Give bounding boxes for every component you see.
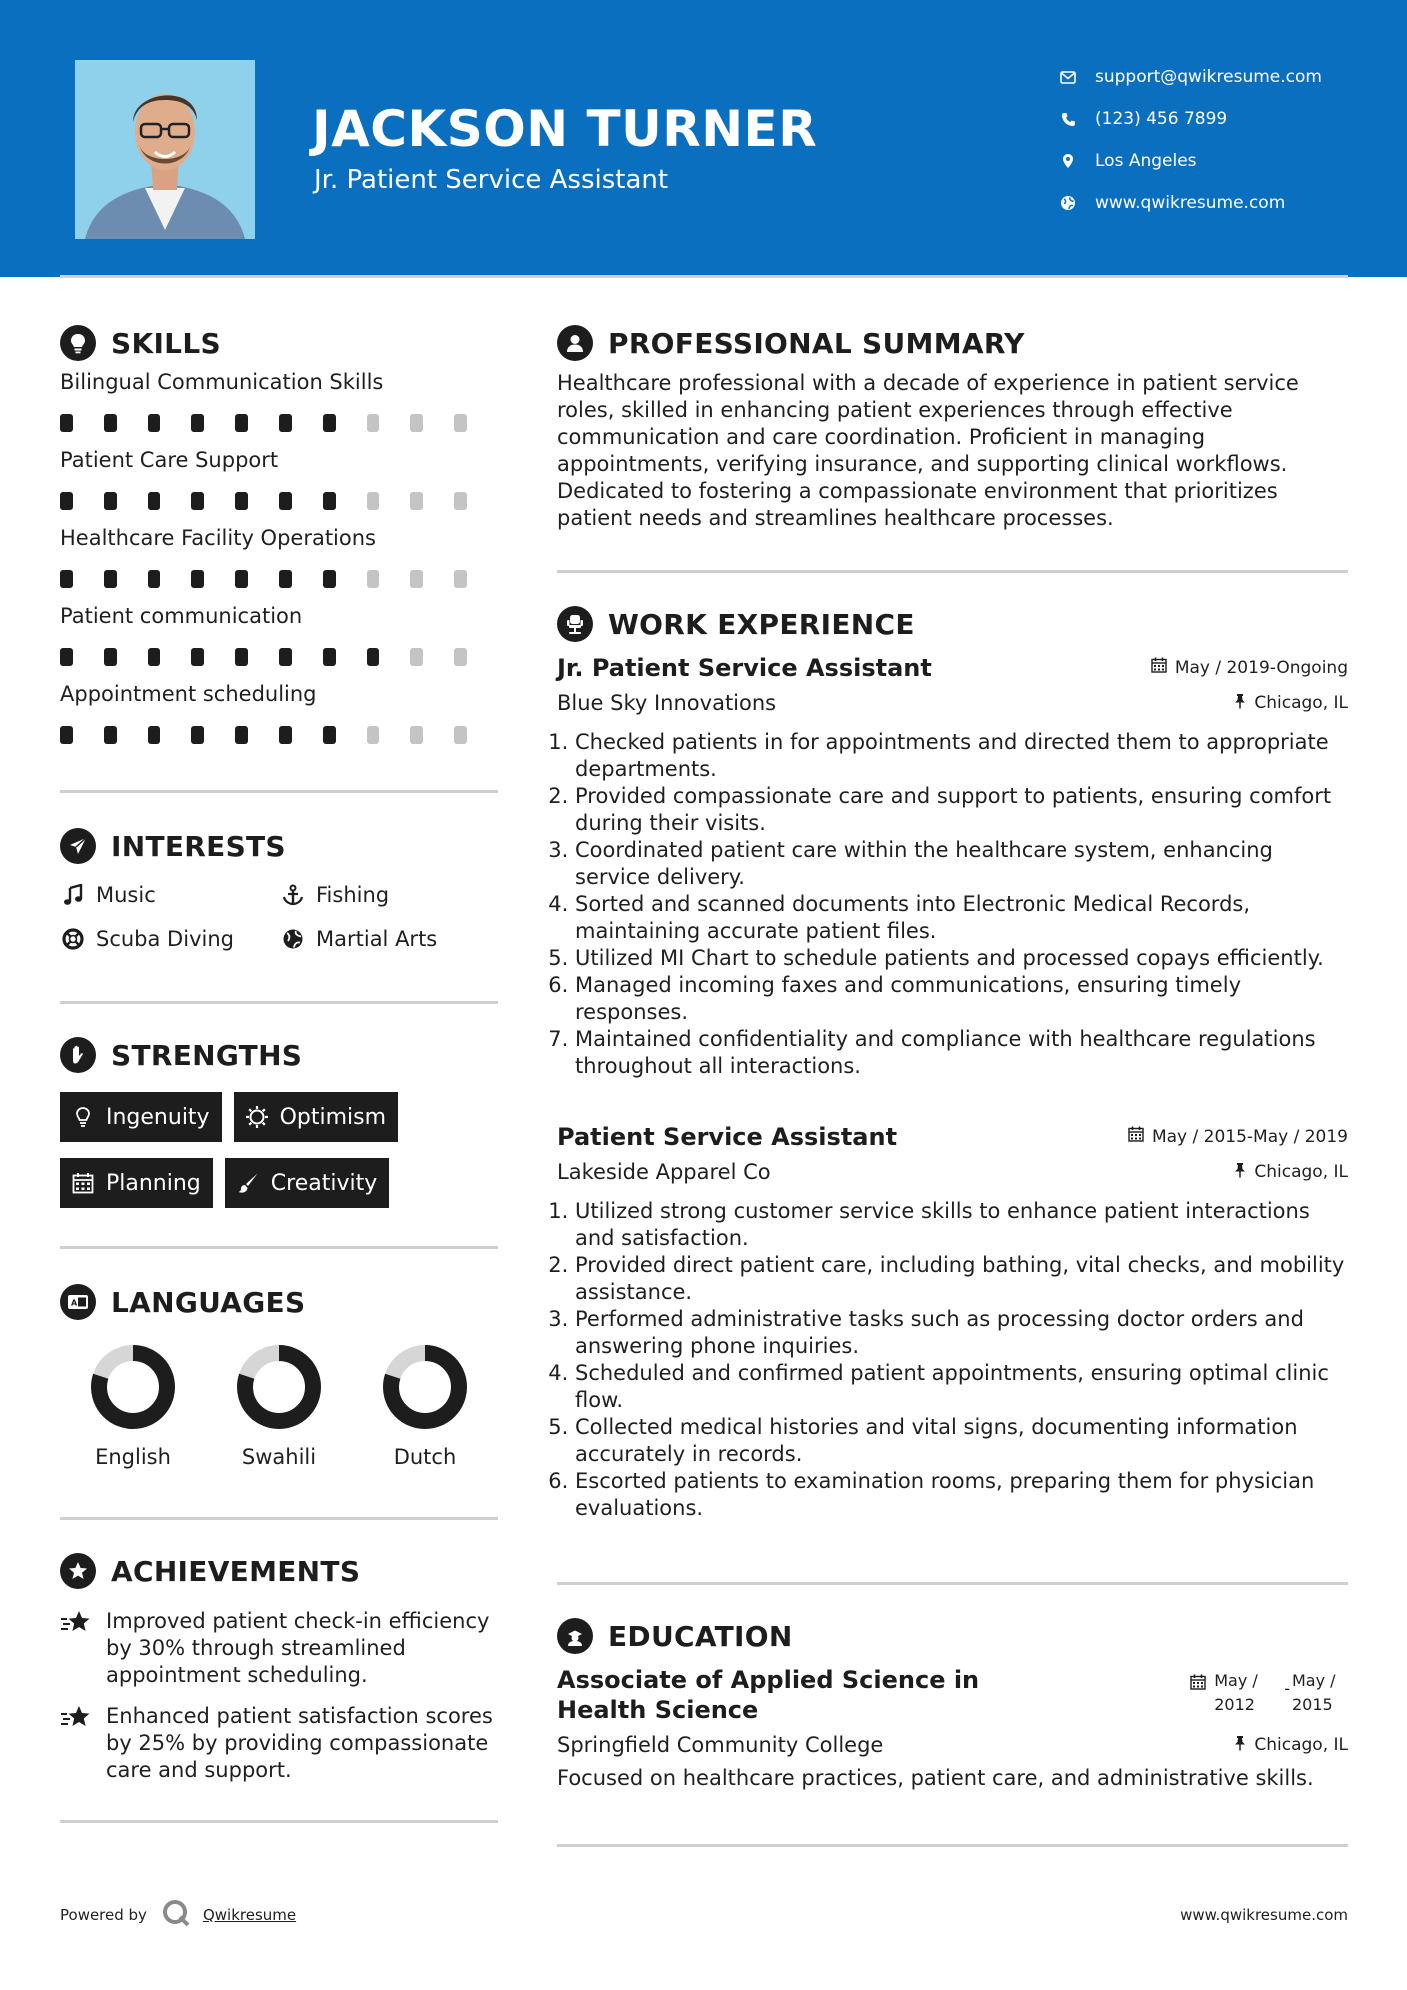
job-date: May / 2015-May / 2019 [1128, 1126, 1348, 1147]
job-location: Chicago, IL [1234, 693, 1348, 714]
summary-text: Healthcare professional with a decade of experience in patient service roles, skilled in enhancing patient experiences through effective communication and care coordination. Proficient in managing appointments, verifying insurance, and supporting clinical workflows. Dedicated to fostering a compassionate environment that prioritizes patient needs and streamlines healthcare processes. [557, 371, 1299, 530]
graduate-icon [557, 1618, 593, 1654]
education-date: May / 2012 - May / 2015 [1190, 1669, 1348, 1717]
rating-dot-filled [104, 570, 117, 588]
company-name: Lakeside Apparel Co [557, 1160, 771, 1184]
interest-item: Martial Arts [280, 921, 498, 957]
paper-plane-icon [60, 828, 96, 864]
rating-dot-empty [454, 648, 467, 666]
pushpin-icon [1234, 1162, 1246, 1183]
user-icon [557, 325, 593, 361]
education-description: Focused on healthcare practices, patient care, and administrative skills. [557, 1766, 1314, 1790]
rating-dot-empty [454, 414, 467, 432]
section-divider [60, 1820, 498, 1823]
life-ring-icon [60, 927, 86, 951]
job-entry [557, 653, 1348, 1080]
list-item: 5. Collected medical histories and vital signs, documenting information accurately in records. [575, 1414, 1348, 1468]
rating-dot-empty [367, 726, 380, 744]
job-title: Jr. Patient Service Assistant [557, 654, 932, 682]
language-name: Dutch [393, 1445, 457, 1469]
rating-dot-filled [279, 648, 292, 666]
achievement-text: Improved patient check-in efficiency by 30% through streamlined appointment scheduling. [106, 1609, 490, 1687]
rating-dot-filled [148, 492, 161, 510]
skill-rating [60, 714, 498, 756]
section-divider [60, 790, 498, 793]
hand-icon [60, 1037, 96, 1073]
contact-phone[interactable]: (123) 456 7899 [1055, 98, 1322, 140]
anchor-icon [280, 883, 306, 907]
rating-dot-filled [191, 726, 204, 744]
skill-name: Appointment scheduling [60, 682, 317, 706]
star-icon [60, 1703, 92, 1731]
rating-dot-filled [104, 648, 117, 666]
strengths-heading: STRENGTHS [60, 1032, 498, 1078]
paint-brush-icon [235, 1170, 261, 1196]
language-proficiency-ring [381, 1343, 469, 1431]
envelope-icon [1055, 67, 1081, 87]
left-column [60, 320, 498, 1823]
right-column [557, 320, 1348, 1847]
skill-name: Patient communication [60, 604, 303, 628]
list-item: 6. Managed incoming faxes and communications, ensuring timely responses. [575, 972, 1348, 1026]
skill-rating [60, 558, 498, 600]
education-heading: EDUCATION [557, 1613, 1348, 1659]
svg-text:A: A [71, 1298, 78, 1308]
calendar-icon [70, 1170, 96, 1196]
globe-icon [1055, 193, 1081, 213]
language-item [60, 1343, 206, 1469]
job-title: Patient Service Assistant [557, 1123, 898, 1151]
skill-item [60, 526, 498, 600]
interest-item: Scuba Diving [60, 921, 280, 957]
list-item: 3. Coordinated patient care within the healthcare system, enhancing service delivery. [575, 837, 1348, 891]
section-divider [557, 1582, 1348, 1585]
phone-icon [1055, 109, 1081, 129]
skill-rating [60, 480, 498, 522]
sun-icon [244, 1104, 270, 1130]
summary-heading: PROFESSIONAL SUMMARY [557, 320, 1348, 366]
list-item: 7. Maintained confidentiality and compliance with healthcare regulations throughout all interactions. [575, 1026, 1348, 1080]
strengths-list [60, 1092, 498, 1208]
languages-list [60, 1343, 498, 1469]
achievement-item [60, 1703, 498, 1784]
job-date: May / 2019-Ongoing [1151, 657, 1348, 678]
list-item: 2. Provided compassionate care and support to patients, ensuring comfort during their visits. [575, 783, 1348, 837]
pushpin-icon [1234, 693, 1246, 714]
footer-url[interactable]: www.qwikresume.com [1180, 1906, 1348, 1924]
qwikresume-logo-icon [161, 1898, 191, 1932]
list-item: 4. Sorted and scanned documents into Electronic Medical Records, maintaining accurate patient files. [575, 891, 1348, 945]
contact-email[interactable]: support@qwikresume.com [1055, 56, 1322, 98]
skill-item [60, 682, 498, 756]
list-item: 4. Scheduled and confirmed patient appointments, ensuring optimal clinic flow. [575, 1360, 1348, 1414]
rating-dot-empty [367, 492, 380, 510]
language-name: English [95, 1445, 171, 1469]
map-pin-icon [1055, 151, 1081, 171]
rating-dot-filled [235, 570, 248, 588]
rating-dot-empty [410, 414, 423, 432]
skills-heading: SKILLS [60, 320, 498, 366]
rating-dot-empty [367, 414, 380, 432]
strength-tag: Creativity [225, 1158, 389, 1208]
skill-rating [60, 636, 498, 678]
achievement-text: Enhanced patient satisfaction scores by 25% by providing compassionate care and support. [106, 1704, 493, 1782]
languages-heading: A LANGUAGES [60, 1279, 498, 1325]
section-divider [60, 1517, 498, 1520]
rating-dot-empty [410, 648, 423, 666]
profile-photo [75, 60, 255, 239]
rating-dot-filled [235, 492, 248, 510]
rating-dot-filled [148, 414, 161, 432]
rating-dot-empty [410, 492, 423, 510]
language-name: Swahili [241, 1445, 317, 1469]
skill-name: Patient Care Support [60, 448, 279, 472]
rating-dot-filled [235, 414, 248, 432]
rating-dot-filled [60, 492, 73, 510]
experience-heading: WORK EXPERIENCE [557, 601, 1348, 647]
interests-list [60, 877, 498, 957]
header-divider [60, 275, 1348, 278]
lightbulb-icon [60, 325, 96, 361]
section-divider [60, 1001, 498, 1004]
education-location: Chicago, IL [1234, 1735, 1348, 1756]
rating-dot-filled [279, 726, 292, 744]
contact-location: Los Angeles [1055, 140, 1322, 182]
rating-dot-empty [454, 726, 467, 744]
job-entry [557, 1122, 1348, 1522]
rating-dot-filled [104, 492, 117, 510]
interest-item: Music [60, 877, 280, 913]
rating-dot-filled [191, 492, 204, 510]
language-item [206, 1343, 352, 1469]
footer-powered-by: Powered by Qwikresume [60, 1898, 296, 1932]
skill-item [60, 604, 498, 678]
list-item: 6. Escorted patients to examination rooms, preparing them for physician evaluations. [575, 1468, 1348, 1522]
pushpin-icon [1234, 1735, 1246, 1756]
rating-dot-filled [323, 648, 336, 666]
contact-info [1055, 56, 1322, 224]
resume-header [0, 0, 1407, 277]
rating-dot-empty [454, 492, 467, 510]
rating-dot-filled [148, 648, 161, 666]
qwikresume-link[interactable]: Qwikresume [202, 1906, 297, 1924]
rating-dot-filled [60, 648, 73, 666]
candidate-name: JACKSON TURNER [312, 100, 818, 158]
rating-dot-filled [323, 726, 336, 744]
skill-name: Bilingual Communication Skills [60, 370, 384, 394]
contact-website[interactable]: www.qwikresume.com [1055, 182, 1322, 224]
calendar-icon [1190, 1673, 1206, 1697]
strength-tag: Ingenuity [60, 1092, 222, 1142]
skills-list [60, 370, 498, 756]
rating-dot-filled [279, 570, 292, 588]
company-name: Blue Sky Innovations [557, 691, 777, 715]
interests-heading: INTERESTS [60, 823, 498, 869]
job-responsibilities [557, 729, 1348, 1080]
skill-name: Healthcare Facility Operations [60, 526, 376, 550]
degree-title: Associate of Applied Science in Health Science [557, 1666, 980, 1724]
list-item: 3. Performed administrative tasks such as processing doctor orders and answering phone inquiries. [575, 1306, 1348, 1360]
star-icon [60, 1608, 92, 1636]
education-entry [557, 1665, 1348, 1792]
strength-tag: Planning [60, 1158, 213, 1208]
skill-rating [60, 402, 498, 444]
rating-dot-filled [235, 648, 248, 666]
language-icon [60, 1284, 96, 1320]
rating-dot-empty [410, 570, 423, 588]
strength-tag: Optimism [234, 1092, 398, 1142]
list-item: 1. Checked patients in for appointments and directed them to appropriate departments. [575, 729, 1348, 783]
calendar-icon [1128, 1126, 1144, 1147]
office-chair-icon [557, 606, 593, 642]
job-location: Chicago, IL [1234, 1162, 1348, 1183]
rating-dot-filled [323, 414, 336, 432]
list-item: 1. Utilized strong customer service skills to enhance patient interactions and satisfaction. [575, 1198, 1348, 1252]
rating-dot-empty [367, 570, 380, 588]
rating-dot-filled [148, 726, 161, 744]
rating-dot-filled [148, 570, 161, 588]
rating-dot-filled [60, 726, 73, 744]
rating-dot-filled [235, 726, 248, 744]
rating-dot-empty [410, 726, 423, 744]
rating-dot-filled [104, 726, 117, 744]
rating-dot-empty [454, 570, 467, 588]
globe-icon [280, 927, 306, 951]
calendar-icon [1151, 657, 1167, 678]
rating-dot-filled [367, 648, 380, 666]
skill-item [60, 370, 498, 444]
rating-dot-filled [191, 648, 204, 666]
job-responsibilities [557, 1198, 1348, 1522]
skill-item [60, 448, 498, 522]
rating-dot-filled [60, 570, 73, 588]
rating-dot-filled [323, 570, 336, 588]
rating-dot-filled [279, 414, 292, 432]
achievement-item [60, 1608, 498, 1689]
language-item [352, 1343, 498, 1469]
list-item: 5. Utilized MI Chart to schedule patients and processed copays efficiently. [575, 945, 1348, 972]
star-badge-icon [60, 1553, 96, 1589]
language-proficiency-ring [235, 1343, 323, 1431]
rating-dot-filled [104, 414, 117, 432]
rating-dot-filled [191, 570, 204, 588]
section-divider [557, 570, 1348, 573]
section-divider [60, 1246, 498, 1249]
language-proficiency-ring [89, 1343, 177, 1431]
rating-dot-filled [323, 492, 336, 510]
rating-dot-filled [191, 414, 204, 432]
candidate-title: Jr. Patient Service Assistant [314, 165, 669, 195]
music-note-icon [60, 883, 86, 907]
lightbulb-icon [70, 1104, 96, 1130]
list-item: 2. Provided direct patient care, including bathing, vital checks, and mobility assistance. [575, 1252, 1348, 1306]
rating-dot-filled [279, 492, 292, 510]
school-name: Springfield Community College [557, 1733, 884, 1757]
achievements-heading: ACHIEVEMENTS [60, 1548, 498, 1594]
interest-item: Fishing [280, 877, 498, 913]
section-divider [557, 1844, 1348, 1847]
rating-dot-filled [60, 414, 73, 432]
